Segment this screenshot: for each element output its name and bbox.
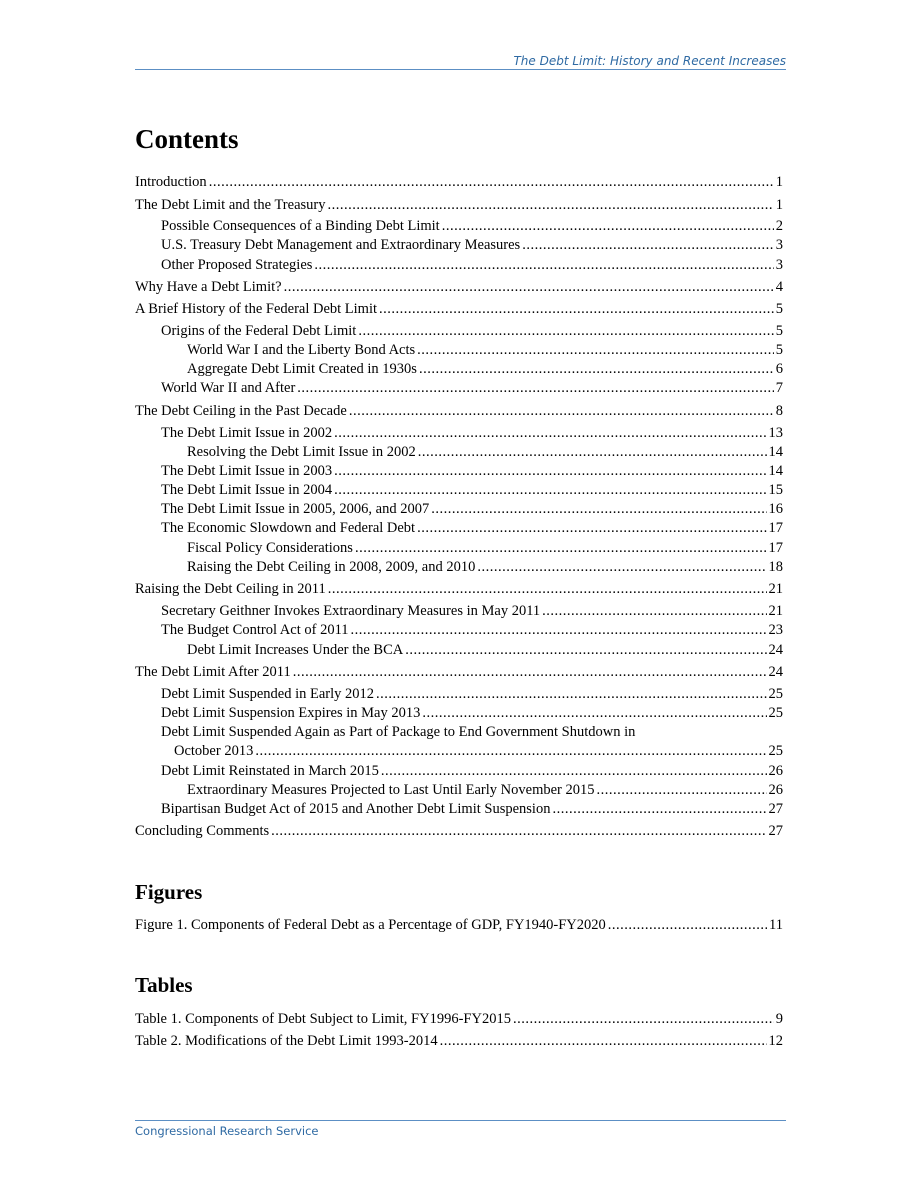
dot-leader <box>418 444 767 461</box>
toc-entry-text: Concluding Comments <box>135 823 270 839</box>
dot-leader <box>255 743 766 760</box>
toc-entry-page: 8 <box>775 403 783 419</box>
toc-entry-page: 24 <box>768 642 783 658</box>
dot-leader <box>314 257 773 274</box>
toc-entry-page: 25 <box>768 705 783 721</box>
dot-leader <box>431 501 766 518</box>
toc-entry[interactable] <box>161 237 783 257</box>
toc-entry[interactable] <box>187 342 783 362</box>
toc-entry[interactable] <box>187 559 783 579</box>
toc-entry-text: Possible Consequences of a Binding Debt Limit <box>161 218 440 234</box>
dot-leader <box>209 174 774 191</box>
toc-entry-text: The Debt Limit Issue in 2004 <box>161 482 333 498</box>
dot-leader <box>349 403 774 420</box>
toc-entry[interactable] <box>161 463 783 483</box>
toc-entry[interactable] <box>161 705 783 725</box>
figure-entry-text: Figure 1. Components of Federal Debt as a Percentage of GDP, FY1940-FY2020 <box>135 917 606 933</box>
dot-leader <box>513 1011 774 1028</box>
table-entry-page: 12 <box>768 1033 783 1049</box>
figures-title: Figures <box>135 880 203 904</box>
toc-entry-page: 5 <box>775 301 783 317</box>
toc-entry-text: Debt Limit Reinstated in March 2015 <box>161 763 379 779</box>
table-entry[interactable] <box>135 1011 783 1031</box>
toc-entry[interactable] <box>161 482 783 502</box>
running-header: The Debt Limit: History and Recent Increases <box>513 54 786 68</box>
table-entry-text: Table 1. Components of Debt Subject to Limit, FY1996-FY2015 <box>135 1011 511 1027</box>
toc-entry-text: The Budget Control Act of 2011 <box>161 622 349 638</box>
dot-leader <box>334 425 766 442</box>
toc-entry[interactable] <box>161 218 783 238</box>
dot-leader <box>552 801 766 818</box>
toc-entry[interactable] <box>135 301 783 321</box>
dot-leader <box>440 1033 767 1050</box>
toc-entry-text: The Debt Limit Issue in 2005, 2006, and 2007 <box>161 501 430 517</box>
dot-leader <box>422 705 766 722</box>
table-entry[interactable] <box>135 1033 783 1053</box>
toc-entry-text: October 2013 <box>174 743 254 759</box>
toc-entry-page: 26 <box>768 763 783 779</box>
toc-entry-text: World War II and After <box>161 380 296 396</box>
dot-leader <box>327 197 773 214</box>
toc-entry[interactable] <box>161 323 783 343</box>
toc-entry-page: 15 <box>768 482 783 498</box>
toc-entry-page: 25 <box>768 686 783 702</box>
dot-leader <box>293 664 767 681</box>
toc-entry-page: 4 <box>775 279 783 295</box>
toc-entry[interactable] <box>135 279 783 299</box>
toc-entry[interactable] <box>161 501 783 521</box>
toc-entry-page: 14 <box>768 444 783 460</box>
toc-entry-page: 3 <box>775 257 783 273</box>
toc-entry-page: 3 <box>775 237 783 253</box>
toc-entry-page: 26 <box>768 782 783 798</box>
toc-entry-page: 17 <box>768 520 783 536</box>
toc-entry-text: Introduction <box>135 174 207 190</box>
toc-entry-text: The Debt Limit and the Treasury <box>135 197 326 213</box>
toc-entry-page: 5 <box>775 323 783 339</box>
toc-entry-page: 13 <box>768 425 783 441</box>
toc-entry-text: Secretary Geithner Invokes Extraordinary Measures in May 2011 <box>161 603 541 619</box>
dot-leader <box>358 323 773 340</box>
toc-entry[interactable] <box>161 380 783 400</box>
toc-entry-text: A Brief History of the Federal Debt Limit <box>135 301 378 317</box>
dot-leader <box>297 380 773 397</box>
toc-entry-page: 18 <box>768 559 783 575</box>
toc-entry[interactable] <box>187 782 783 802</box>
toc-entry-text: The Economic Slowdown and Federal Debt <box>161 520 416 536</box>
toc-entry-page: 1 <box>775 174 783 190</box>
toc-entry-page: 7 <box>775 380 783 396</box>
footer-rule <box>135 1120 786 1121</box>
toc-entry[interactable] <box>187 444 783 464</box>
toc-entry-text: Debt Limit Suspended in Early 2012 <box>161 686 375 702</box>
toc-entry-text: Bipartisan Budget Act of 2015 and Another Debt Limit Suspension <box>161 801 551 817</box>
dot-leader <box>477 559 766 576</box>
toc-entry-page: 24 <box>768 664 783 680</box>
dot-leader <box>419 361 774 378</box>
dot-leader <box>334 482 766 499</box>
toc-entry-text: Extraordinary Measures Projected to Last Until Early November 2015 <box>187 782 595 798</box>
toc-entry-text: The Debt Ceiling in the Past Decade <box>135 403 347 419</box>
dot-leader <box>271 823 766 840</box>
tables-title: Tables <box>135 973 193 997</box>
toc-entry[interactable] <box>161 603 783 623</box>
toc-entry[interactable] <box>161 622 783 642</box>
header-rule <box>135 69 786 70</box>
toc-entry-text: Raising the Debt Ceiling in 2008, 2009, and 2010 <box>187 559 476 575</box>
dot-leader <box>597 782 767 799</box>
toc-entry-page: 27 <box>768 801 783 817</box>
dot-leader <box>376 686 766 703</box>
toc-entry-text: Resolving the Debt Limit Issue in 2002 <box>187 444 416 460</box>
toc-entry-text: Aggregate Debt Limit Created in 1930s <box>187 361 417 377</box>
dot-leader <box>442 218 774 235</box>
toc-entry-page: 2 <box>775 218 783 234</box>
figure-entry-page: 11 <box>769 917 783 933</box>
toc-entry[interactable] <box>135 197 783 217</box>
table-entry-text: Table 2. Modifications of the Debt Limit 1993-2014 <box>135 1033 438 1049</box>
toc-entry[interactable] <box>161 520 783 540</box>
toc-entry-page: 16 <box>768 501 783 517</box>
dot-leader <box>334 463 766 480</box>
dot-leader <box>417 342 774 359</box>
dot-leader <box>417 520 766 537</box>
toc-entry-page: 17 <box>768 540 783 556</box>
toc-entry-page: 14 <box>768 463 783 479</box>
figure-entry[interactable] <box>135 917 783 937</box>
toc-entry-text: U.S. Treasury Debt Management and Extraordinary Measures <box>161 237 521 253</box>
toc-entry-text: World War I and the Liberty Bond Acts <box>187 342 416 358</box>
toc-entry[interactable] <box>174 743 783 763</box>
dot-leader <box>355 540 767 557</box>
contents-title: Contents <box>135 124 239 154</box>
toc-entry-text: Debt Limit Increases Under the BCA <box>187 642 404 658</box>
toc-entry[interactable] <box>161 801 783 821</box>
toc-entry-page: 21 <box>768 581 783 597</box>
dot-leader <box>379 301 774 318</box>
toc-entry-text: Fiscal Policy Considerations <box>187 540 353 556</box>
toc-entry-page: 21 <box>768 603 783 619</box>
toc-entry-text: Origins of the Federal Debt Limit <box>161 323 357 339</box>
table-entry-page: 9 <box>775 1011 783 1027</box>
dot-leader <box>328 581 767 598</box>
dot-leader <box>351 622 767 639</box>
toc-entry[interactable] <box>187 540 783 560</box>
toc-entry[interactable] <box>161 425 783 445</box>
toc-entry[interactable] <box>135 664 783 684</box>
toc-entry-text: Debt Limit Suspension Expires in May 2013 <box>161 705 421 721</box>
dot-leader <box>608 917 767 934</box>
dot-leader <box>381 763 767 780</box>
toc-entry[interactable] <box>135 581 783 601</box>
toc-entry-page: 27 <box>768 823 783 839</box>
toc-entry-text: The Debt Limit Issue in 2003 <box>161 463 333 479</box>
dot-leader <box>542 603 766 620</box>
toc-entry-page: 25 <box>768 743 783 759</box>
dot-leader <box>405 642 766 659</box>
toc-entry-text: Other Proposed Strategies <box>161 257 313 273</box>
toc-entry-page: 1 <box>775 197 783 213</box>
toc-entry[interactable] <box>161 686 783 706</box>
dot-leader <box>522 237 774 254</box>
toc-entry[interactable] <box>187 361 783 381</box>
toc-entry-text: The Debt Limit After 2011 <box>135 664 291 680</box>
toc-entry[interactable] <box>161 763 783 783</box>
toc-entry-text: Raising the Debt Ceiling in 2011 <box>135 581 326 597</box>
dot-leader <box>284 279 774 296</box>
toc-entry[interactable] <box>135 823 783 843</box>
toc-entry-first-line[interactable]: Debt Limit Suspended Again as Part of Package to End Government Shutdown in <box>161 724 636 740</box>
toc-entry[interactable] <box>135 174 783 194</box>
toc-entry[interactable] <box>135 403 783 423</box>
toc-entry[interactable] <box>187 642 783 662</box>
toc-entry-page: 23 <box>768 622 783 638</box>
toc-entry-text: The Debt Limit Issue in 2002 <box>161 425 333 441</box>
toc-entry-page: 5 <box>775 342 783 358</box>
toc-entry-page: 6 <box>775 361 783 377</box>
toc-entry-text: Why Have a Debt Limit? <box>135 279 282 295</box>
toc-entry[interactable] <box>161 257 783 277</box>
footer-publisher: Congressional Research Service <box>135 1124 319 1138</box>
